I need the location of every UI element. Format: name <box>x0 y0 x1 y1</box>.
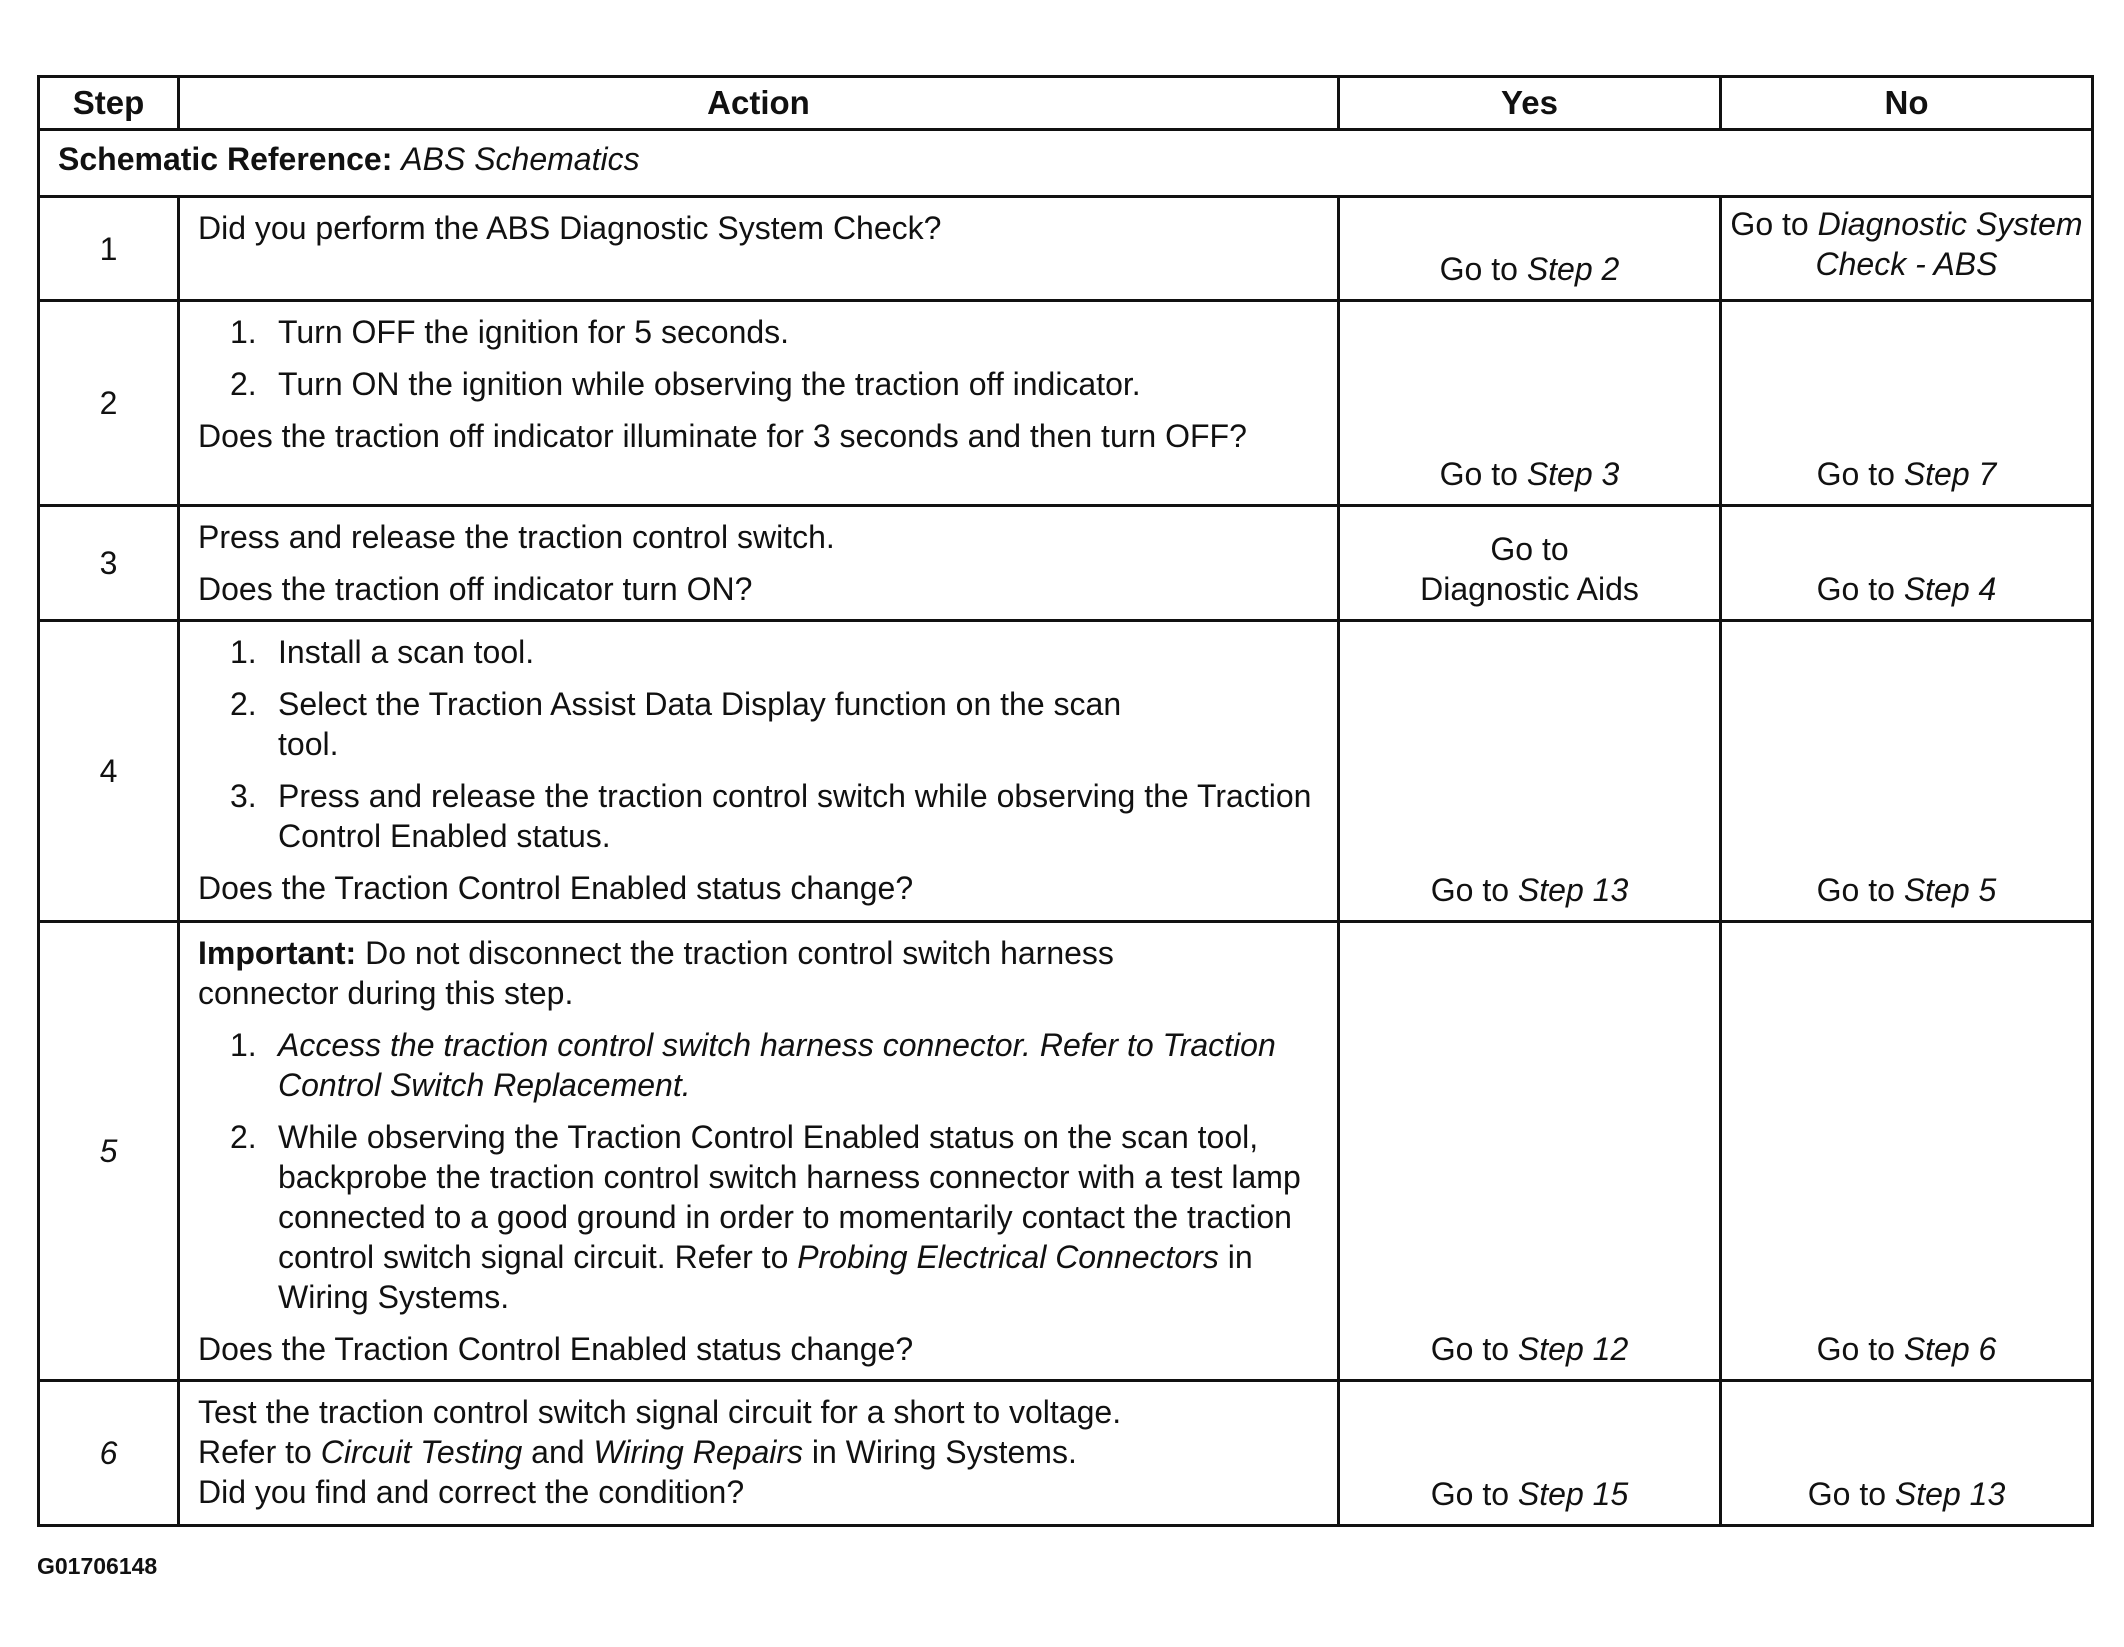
table-row <box>39 1381 2093 1526</box>
yes-target-link[interactable]: Step 13 <box>1517 872 1629 908</box>
no-prefix: Go to <box>1816 456 1895 492</box>
action-cell <box>179 922 1339 1381</box>
action-question: Did you perform the ABS Diagnostic System Check? <box>198 210 942 246</box>
no-cell <box>1721 922 2093 1381</box>
no-prefix: Go to <box>1730 206 1809 242</box>
no-prefix: Go to <box>1816 571 1895 607</box>
no-cell <box>1721 197 2093 301</box>
important-text: Do not disconnect the traction control switch harness connector during this step. <box>198 935 1114 1011</box>
header-no: No <box>1721 77 2093 130</box>
no-target-link[interactable]: Diagnostic System Check - ABS <box>1815 206 2083 282</box>
no-target-link[interactable]: Step 4 <box>1903 571 1997 607</box>
schematic-reference-link[interactable]: ABS Schematics <box>401 141 640 177</box>
yes-target-link[interactable]: Step 2 <box>1526 251 1620 287</box>
no-prefix: Go to <box>1816 872 1895 908</box>
yes-cell <box>1339 621 1721 922</box>
action-question: Does the traction off indicator illuminate for 3 seconds and then turn OFF? <box>198 418 1247 454</box>
no-target-link[interactable]: Step 7 <box>1903 456 1997 492</box>
header-row <box>39 77 2093 130</box>
no-target-link[interactable]: Step 13 <box>1894 1476 2006 1512</box>
table-row <box>39 506 2093 621</box>
action-cell <box>179 621 1339 922</box>
table-row <box>39 922 2093 1381</box>
yes-prefix: Go to <box>1439 456 1518 492</box>
no-target-link[interactable]: Step 6 <box>1903 1331 1997 1367</box>
step-number: 2 <box>39 301 179 506</box>
action-instruction: Press and release the traction control switch. <box>198 519 835 555</box>
list-item: 2. Turn ON the ignition while observing the traction off indicator. <box>230 366 1141 402</box>
yes-target-link[interactable]: Step 3 <box>1526 456 1620 492</box>
yes-prefix: Go to <box>1430 1476 1510 1512</box>
step-number: 3 <box>39 506 179 621</box>
action-steps-list <box>198 632 1319 856</box>
schematic-reference <box>39 130 2093 197</box>
reference-link[interactable]: Circuit Testing <box>320 1434 523 1470</box>
step-number: 6 <box>39 1381 179 1526</box>
no-cell <box>1721 1381 2093 1526</box>
action-cell <box>179 197 1339 301</box>
yes-target-link[interactable]: Diagnostic Aids <box>1420 571 1639 607</box>
yes-prefix: Go to <box>1490 531 1569 567</box>
table-row <box>39 301 2093 506</box>
action-question: Does the traction off indicator turn ON? <box>198 571 753 607</box>
action-question: Does the Traction Control Enabled status change? <box>198 870 914 906</box>
schematic-reference-label: Schematic Reference: <box>58 141 393 177</box>
action-cell <box>179 1381 1339 1526</box>
yes-target-link[interactable]: Step 12 <box>1517 1331 1629 1367</box>
header-action: Action <box>179 77 1339 130</box>
figure-id: G01706148 <box>37 1553 158 1579</box>
action-cell <box>179 301 1339 506</box>
important-note <box>198 933 1319 1013</box>
yes-cell <box>1339 1381 1721 1526</box>
list-item: 1. Install a scan tool. <box>230 634 535 670</box>
schematic-reference-row <box>39 130 2093 197</box>
yes-prefix: Go to <box>1430 872 1510 908</box>
action-steps-list <box>198 312 1319 404</box>
yes-cell <box>1339 506 1721 621</box>
reference-link[interactable]: Traction Control Switch Replacement <box>278 1027 1276 1103</box>
action-question: Did you find and correct the condition? <box>198 1474 745 1510</box>
no-cell <box>1721 301 2093 506</box>
important-label: Important: <box>198 935 357 971</box>
action-question: Does the Traction Control Enabled status change? <box>198 1331 914 1367</box>
header-yes: Yes <box>1339 77 1721 130</box>
yes-prefix: Go to <box>1439 251 1518 287</box>
yes-cell <box>1339 197 1721 301</box>
action-cell <box>179 506 1339 621</box>
reference-link[interactable]: Wiring Repairs <box>593 1434 803 1470</box>
reference-link[interactable]: Probing Electrical Connectors <box>797 1239 1219 1275</box>
yes-prefix: Go to <box>1430 1331 1510 1367</box>
list-item: 2. Select the Traction Assist Data Display function on the scan tool. <box>230 686 1122 762</box>
list-item: 3. Press and release the traction control switch while observing the Traction Control Enabled status. <box>230 778 1312 854</box>
table-row <box>39 621 2093 922</box>
list-item: 1. Turn OFF the ignition for 5 seconds. <box>230 314 790 350</box>
no-cell <box>1721 621 2093 922</box>
step-number: 5 <box>39 922 179 1381</box>
header-step: Step <box>39 77 179 130</box>
no-prefix: Go to <box>1816 1331 1895 1367</box>
step-number: 4 <box>39 621 179 922</box>
yes-target-link[interactable]: Step 15 <box>1517 1476 1629 1512</box>
no-cell <box>1721 506 2093 621</box>
action-instruction: Test the traction control switch signal circuit for a short to voltage. Refer to Circuit Testing and Wiring Repairs in Wiring Systems. <box>198 1394 1122 1470</box>
table-row <box>39 197 2093 301</box>
action-steps-list <box>198 1025 1319 1317</box>
yes-cell <box>1339 922 1721 1381</box>
no-prefix: Go to <box>1807 1476 1887 1512</box>
diagnostic-table <box>37 75 2094 1527</box>
no-target-link[interactable]: Step 5 <box>1903 872 1997 908</box>
list-item: 2. While observing the Traction Control Enabled status on the scan tool, backprobe the traction control switch harness connector with a test lamp connected to a good ground in order to momentarily contact the traction control switch signal circuit. Refer to Probing Electrical Connectors in Wiring Systems. <box>230 1119 1301 1315</box>
yes-cell <box>1339 301 1721 506</box>
list-item: 1. Access the traction control switch harness connector. Refer to Traction Control Switch Replacement. <box>230 1027 1276 1103</box>
step-number: 1 <box>39 197 179 301</box>
